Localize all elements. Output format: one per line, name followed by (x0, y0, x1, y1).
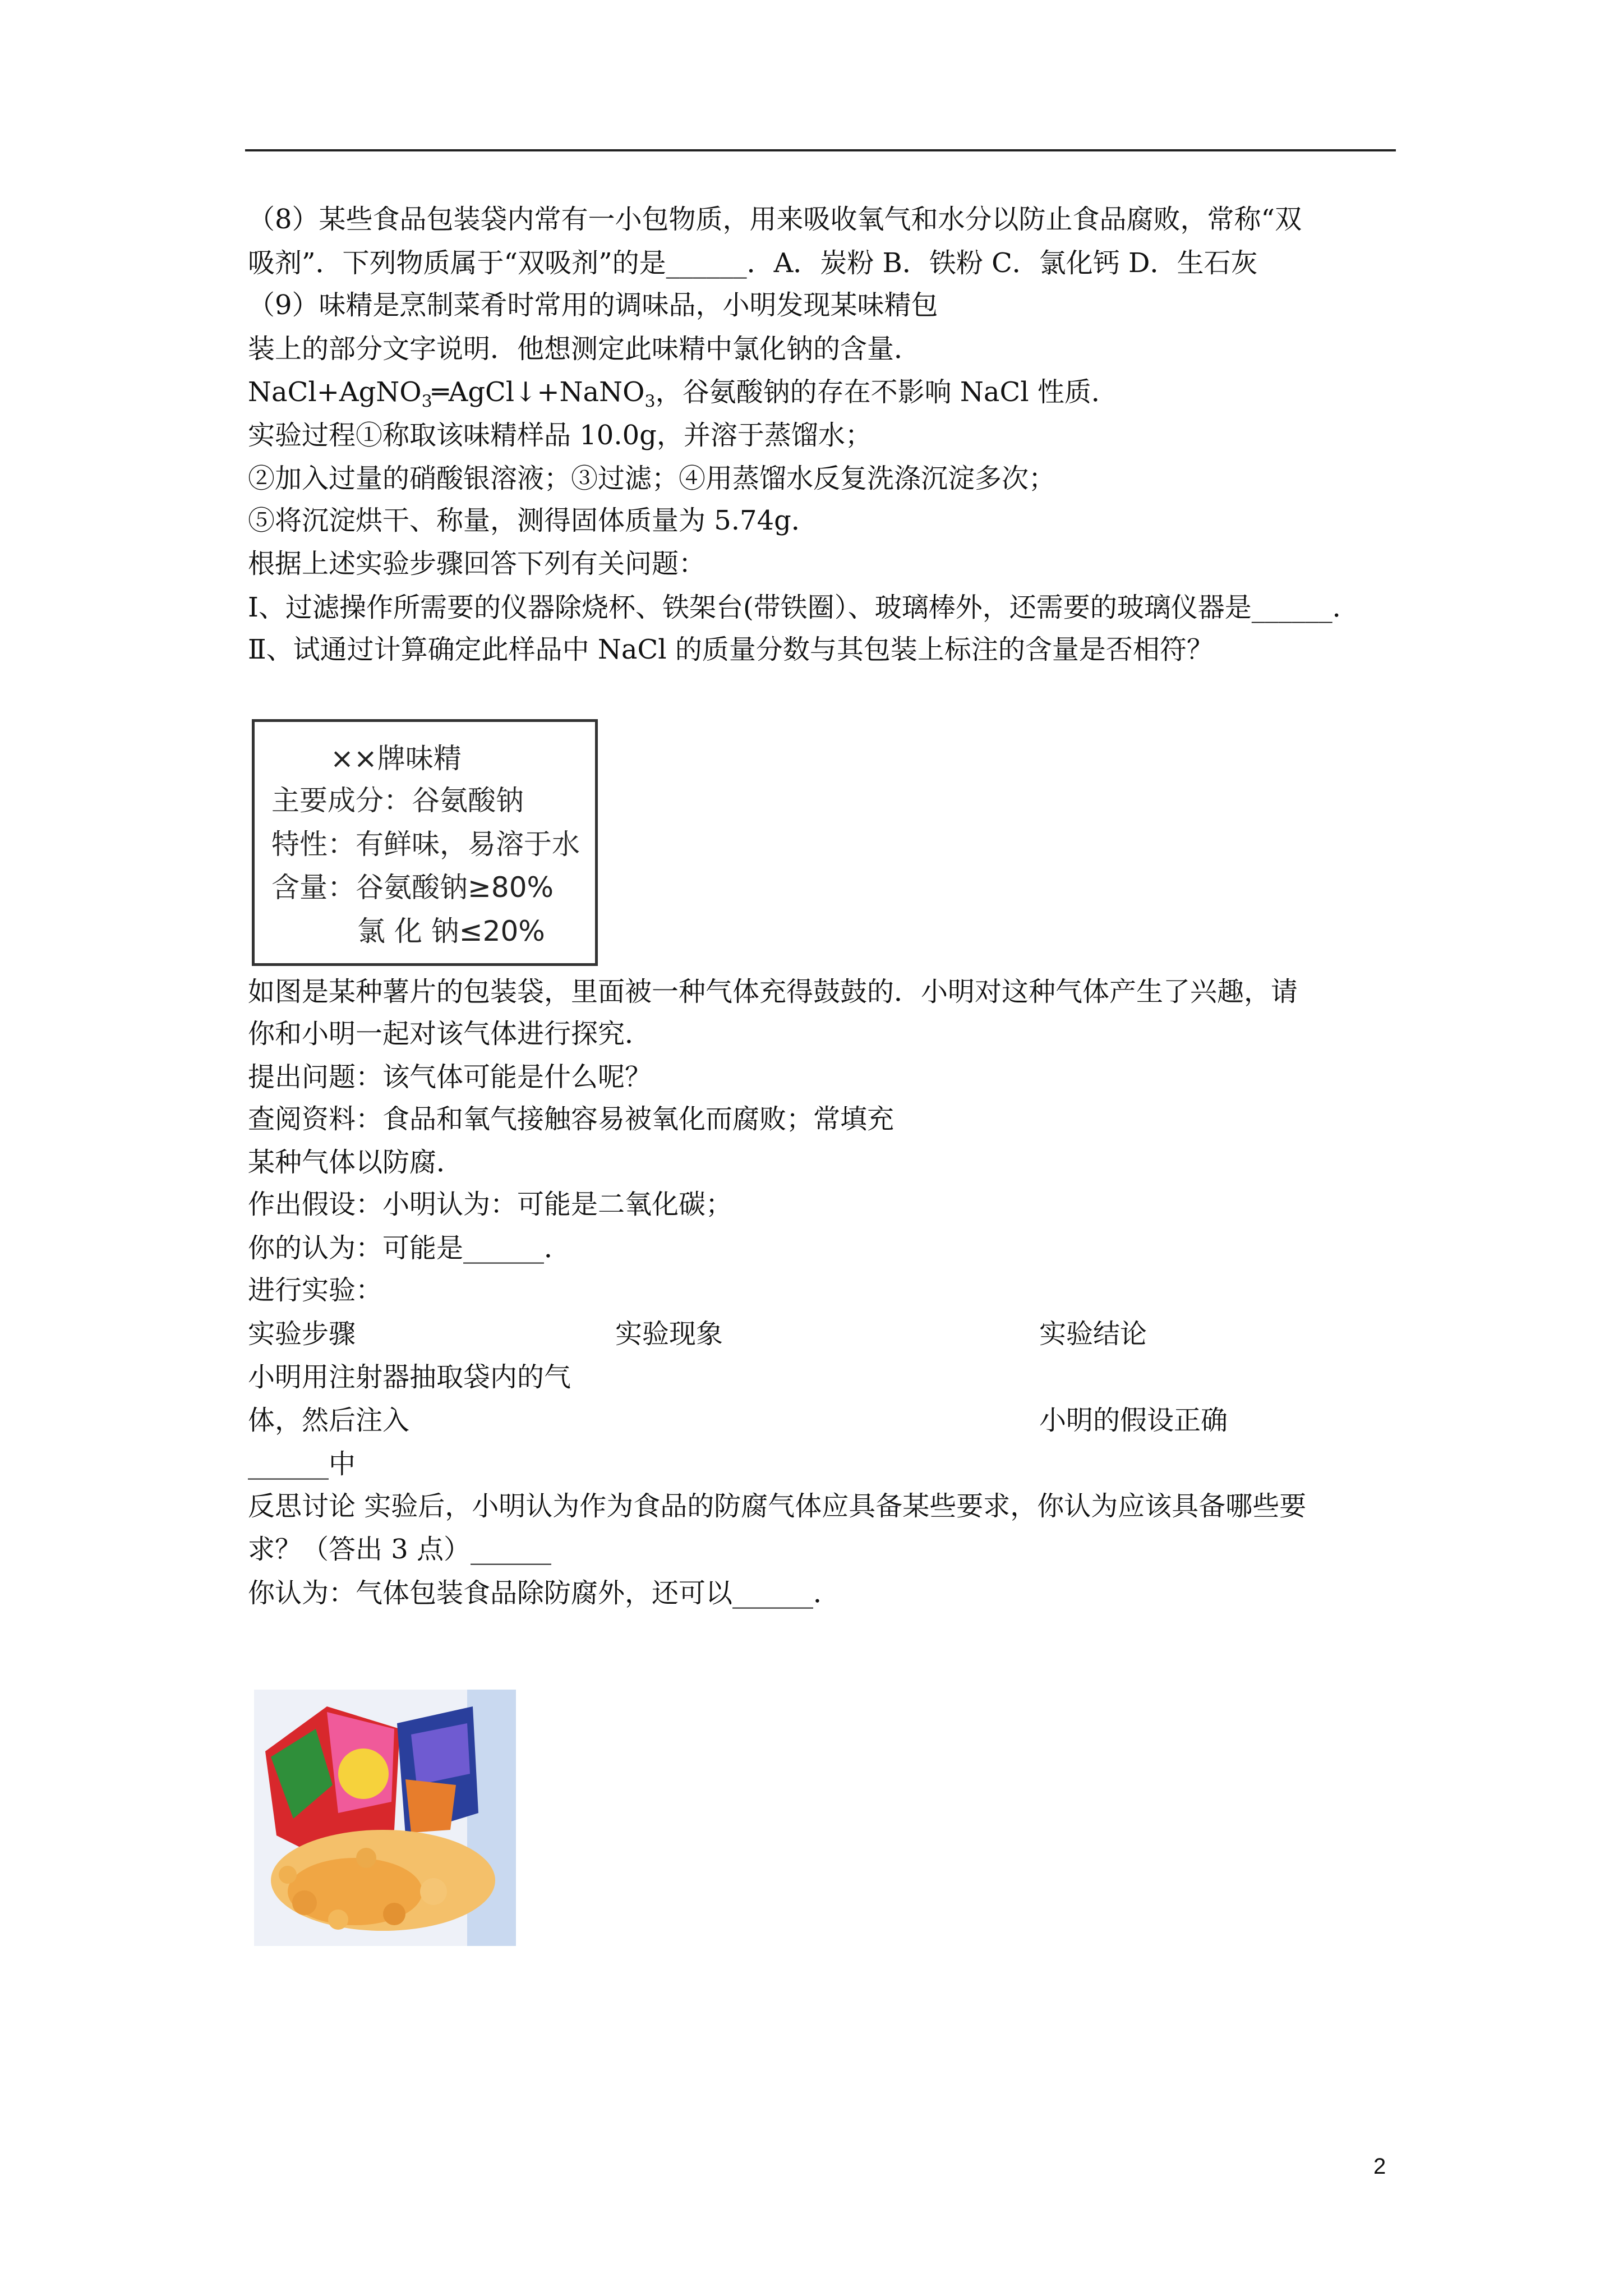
table-header-step: 实验步骤 (248, 1318, 356, 1350)
reflect-line-2: 求？（答出 3 点）______ (248, 1534, 552, 1565)
subscript: 3 (421, 392, 432, 412)
q8-line-2: 吸剂”．下列物质属于“双吸剂”的是______．A．炭粉 B．铁粉 C．氯化钙 D．生石灰 (248, 247, 1258, 279)
chips-line-2: 你和小明一起对该气体进行探究． (248, 1018, 652, 1050)
step-3: ⑤将沉淀烘干、称量，测得固体质量为 5.74g． (248, 505, 818, 536)
experiment-heading: 进行实验： (248, 1274, 383, 1306)
equation-part: ═AgCl↓+NaNO (432, 376, 645, 408)
answer-intro: 根据上述实验步骤回答下列有关问题： (248, 548, 706, 579)
q9-line-2: 装上的部分文字说明．他想测定此味精中氯化钠的含量． (248, 333, 921, 365)
label-content-1: 含量：谷氨酸钠≥80% (271, 871, 554, 904)
label-content-2: 氯 化 钠≤20% (357, 915, 545, 947)
msg-package-label (252, 719, 598, 966)
table-conclusion: 小明的假设正确 (1039, 1405, 1228, 1436)
table-step-line-3: ______中 (248, 1448, 356, 1480)
label-property: 特性：有鲜味，易溶于水 (271, 828, 580, 861)
header-rule (245, 149, 1396, 151)
step-2: ②加入过量的硝酸银溶液；③过滤；④用蒸馏水反复洗涤沉淀多次； (248, 463, 1056, 494)
potato-chips-photo (254, 1690, 516, 1946)
table-step-line-2: 体，然后注入 (248, 1405, 410, 1436)
problem: 提出问题：该气体可能是什么呢？ (248, 1061, 652, 1093)
q8-line-1: （8）某些食品包装袋内常有一小包物质，用来吸收氧气和水分以防止食品腐败，常称“双 (248, 204, 1302, 235)
table-header-conclusion: 实验结论 (1039, 1318, 1147, 1350)
hypothesis: 作出假设：小明认为：可能是二氧化碳； (248, 1189, 733, 1220)
chemical-equation (248, 375, 1118, 419)
question-i: Ⅰ、过滤操作所需要的仪器除烧杯、铁架台(带铁圈）、玻璃棒外，还需要的玻璃仪器是______． (248, 592, 1359, 623)
chips-line-1: 如图是某种薯片的包装袋，里面被一种气体充得鼓鼓的．小明对这种气体产生了兴趣，请 (248, 976, 1298, 1007)
table-header-phenomenon: 实验现象 (615, 1318, 723, 1350)
table-step-line-1: 小明用注射器抽取袋内的气 (248, 1361, 571, 1393)
label-brand: ××牌味精 (330, 742, 462, 775)
page-number: 2 (1373, 2154, 1386, 2179)
info-line-2: 某种气体以防腐． (248, 1147, 464, 1178)
reflect-line-1: 反思讨论 实验后，小明认为作为食品的防腐气体应具备某些要求，你认为应该具备哪些要 (248, 1490, 1307, 1522)
info-line-1: 查阅资料：食品和氧气接触容易被氧化而腐败；常填充 (248, 1103, 895, 1135)
label-main: 主要成分：谷氨酸钠 (271, 784, 524, 817)
your-hypothesis: 你的认为：可能是______． (248, 1232, 571, 1264)
equation-part: NaCl+AgNO (248, 376, 422, 408)
step-1: 实验过程①称取该味精样品 10.0g，并溶于蒸馏水； (248, 420, 872, 451)
question-ii: Ⅱ、试通过计算确定此样品中 NaCl 的质量分数与其包装上标注的含量是否相符？ (248, 634, 1214, 665)
equation-part: ，谷氨酸钠的存在不影响 NaCl 性质． (655, 376, 1118, 408)
other-use: 你认为：气体包装食品除防腐外，还可以______． (248, 1577, 841, 1609)
q9-line-1: （9）味精是烹制菜肴时常用的调味品，小明发现某味精包 (248, 289, 938, 321)
subscript: 3 (644, 392, 656, 412)
